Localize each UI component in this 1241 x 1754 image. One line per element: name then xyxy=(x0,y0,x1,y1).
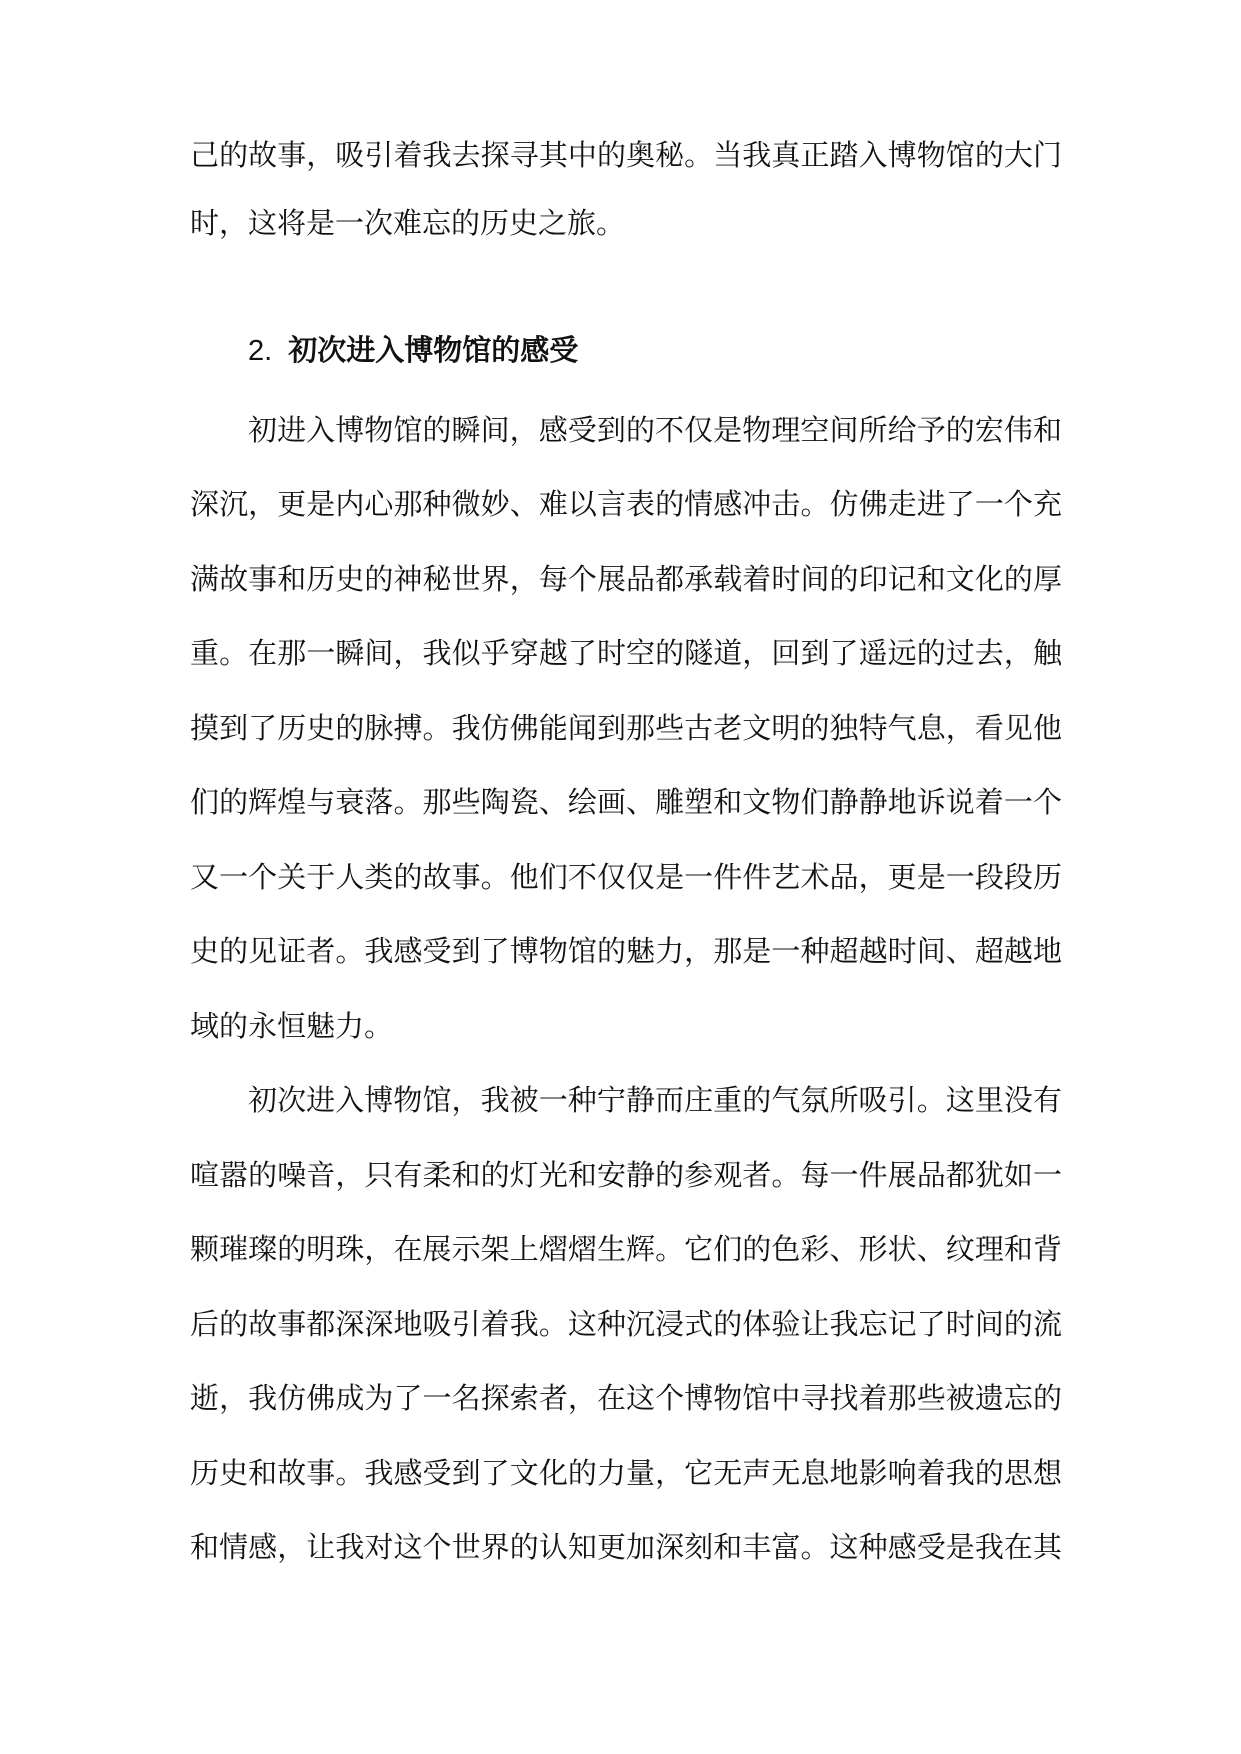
paragraph2-line-3: 颗璀璨的明珠，在展示架上熠熠生辉。它们的色彩、形状、纹理和背 xyxy=(190,1232,1062,1266)
paragraph2-line-7: 和情感，让我对这个世界的认知更加深刻和丰富。这种感受是我在其 xyxy=(190,1530,1062,1564)
intro-line-1: 己的故事，吸引着我去探寻其中的奥秘。当我真正踏入博物馆的大门 xyxy=(190,138,1062,172)
paragraph2-line-4: 后的故事都深深地吸引着我。这种沉浸式的体验让我忘记了时间的流 xyxy=(190,1307,1062,1341)
paragraph1-line-1: 初进入博物馆的瞬间，感受到的不仅是物理空间所给予的宏伟和 xyxy=(248,413,1062,447)
paragraph1-line-3: 满故事和历史的神秘世界，每个展品都承载着时间的印记和文化的厚 xyxy=(190,562,1062,596)
paragraph1-line-2: 深沉，更是内心那种微妙、难以言表的情感冲击。仿佛走进了一个充 xyxy=(190,487,1062,521)
paragraph2-line-5: 逝，我仿佛成为了一名探索者，在这个博物馆中寻找着那些被遗忘的 xyxy=(190,1381,1062,1415)
paragraph1-line-8: 史的见证者。我感受到了博物馆的魅力，那是一种超越时间、超越地 xyxy=(190,934,1062,968)
paragraph2-line-1: 初次进入博物馆，我被一种宁静而庄重的气氛所吸引。这里没有 xyxy=(248,1083,1062,1117)
paragraph1-line-9: 域的永恒魅力。 xyxy=(190,1009,394,1043)
paragraph1-line-5: 摸到了历史的脉搏。我仿佛能闻到那些古老文明的独特气息，看见他 xyxy=(190,711,1062,745)
paragraph1-line-4: 重。在那一瞬间，我似乎穿越了时空的隧道，回到了遥远的过去，触 xyxy=(190,636,1062,670)
paragraph2-line-2: 喧嚣的噪音，只有柔和的灯光和安静的参观者。每一件展品都犹如一 xyxy=(190,1158,1062,1192)
section-title: 初次进入博物馆的感受 xyxy=(288,333,579,367)
paragraph1-line-7: 又一个关于人类的故事。他们不仅仅是一件件艺术品，更是一段段历 xyxy=(190,860,1062,894)
paragraph2-line-6: 历史和故事。我感受到了文化的力量，它无声无息地影响着我的思想 xyxy=(190,1456,1062,1490)
section-heading xyxy=(248,330,578,371)
intro-line-2: 时，这将是一次难忘的历史之旅。 xyxy=(190,206,626,240)
section-number: 2. xyxy=(248,335,273,367)
paragraph1-line-6: 们的辉煌与衰落。那些陶瓷、绘画、雕塑和文物们静静地诉说着一个 xyxy=(190,785,1062,819)
